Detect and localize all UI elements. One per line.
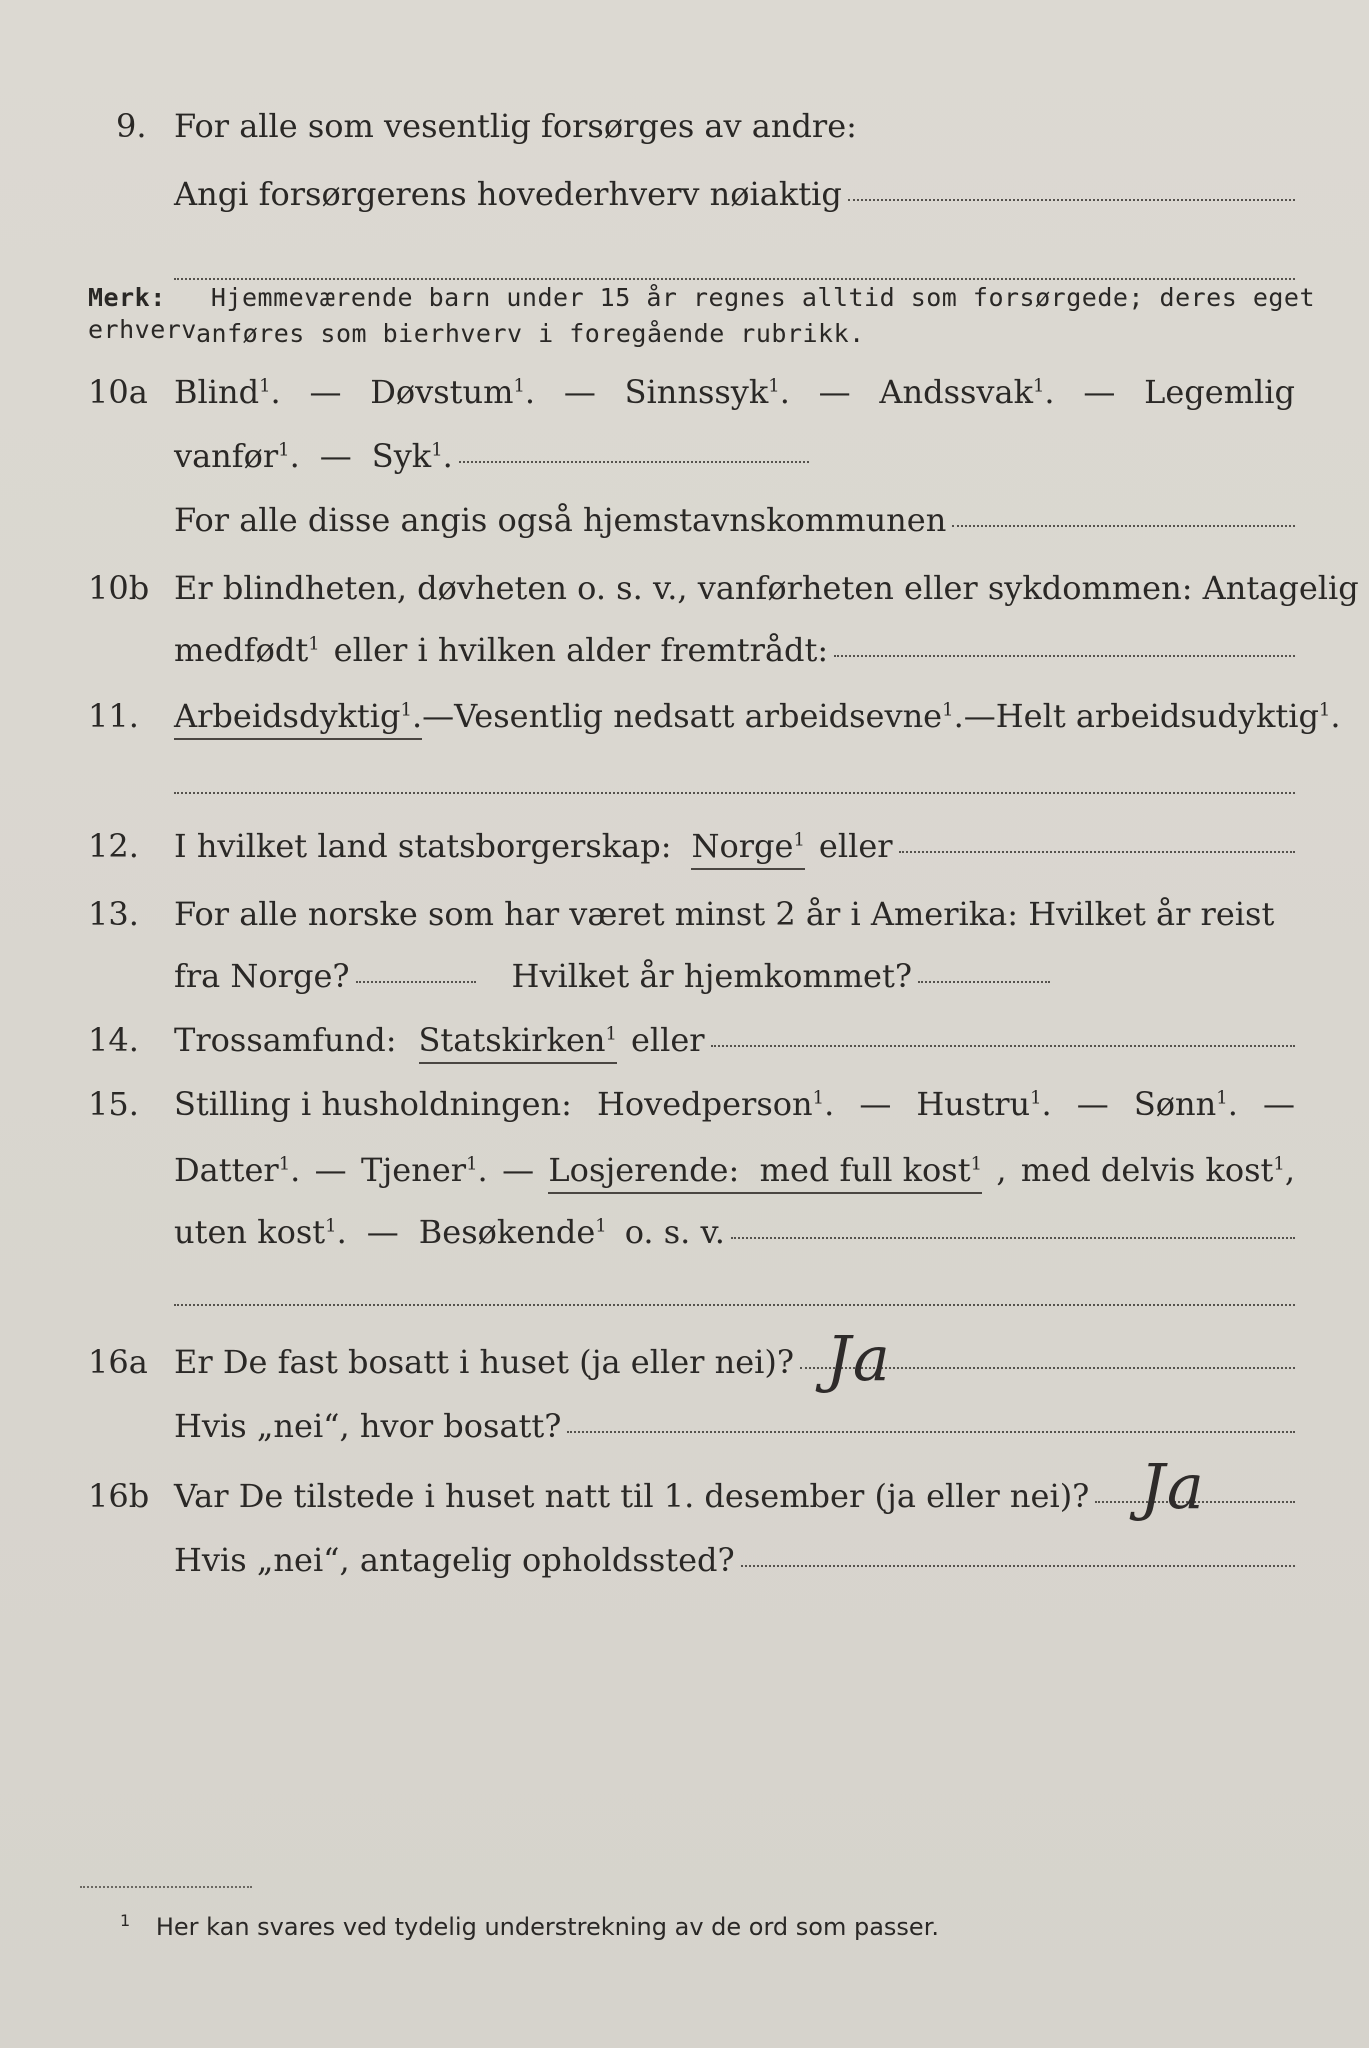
footnote-text: Her kan svares ved tydelig understrekning av de ord som passer.: [155, 1913, 939, 1941]
separator: —: [319, 437, 352, 475]
option-hustru: Hustru$^1$.: [916, 1085, 1052, 1123]
question-number: 10b: [88, 569, 150, 607]
option-arbeidsudyktig: Helt arbeidsudyktig$^1$.: [995, 697, 1341, 735]
option-osv: o. s. v.: [624, 1213, 725, 1251]
option-hovedperson: Hovedperson$^1$.: [596, 1085, 835, 1123]
note-text: Hjemmeværende barn under 15 år regnes alltid som forsørgede; deres eget erhverv: [88, 283, 1316, 344]
question-number: 16a: [88, 1343, 148, 1381]
question-text: Hvilket år hjemkommet?: [511, 957, 912, 995]
handwritten-answer-16a: Ja: [826, 1322, 892, 1395]
note-text: anføres som bierhverv i foregående rubrikk.: [196, 319, 865, 348]
separator: —: [309, 373, 342, 411]
answer-line[interactable]: [741, 1565, 1295, 1567]
separator: —: [1076, 1085, 1109, 1123]
question-text: Hvis „nei“, hvor bosatt?: [174, 1407, 562, 1445]
separator: —: [1262, 1085, 1295, 1123]
answer-line[interactable]: [711, 1045, 1295, 1047]
note-label: Merk:: [88, 283, 166, 312]
separator: —: [859, 1085, 892, 1123]
question-number: 11.: [88, 697, 139, 735]
question-text: For alle norske som har været minst 2 år i Amerika: Hvilket år reist: [174, 895, 1275, 933]
answer-line[interactable]: [899, 851, 1295, 853]
option-statskirken-underlined: Statskirken$^1$: [419, 1020, 617, 1064]
answer-line[interactable]: [848, 199, 1295, 201]
question-text: Angi forsørgerens hovederhverv nøiaktig: [174, 175, 842, 213]
answer-line-reist[interactable]: [356, 981, 476, 983]
option-legemlig: Legemlig: [1144, 373, 1295, 411]
answer-line[interactable]: [174, 792, 1295, 794]
separator: —: [366, 1213, 399, 1251]
answer-line[interactable]: [174, 1304, 1295, 1306]
answer-line[interactable]: [731, 1237, 1295, 1239]
option-delvis-kost: med delvis kost$^1$,: [1020, 1151, 1295, 1189]
question-text: Er blindheten, døvheten o. s. v., vanførheten eller sykdommen: Antagelig: [174, 569, 1359, 607]
answer-line[interactable]: [174, 278, 1295, 280]
footnote-rule: [80, 1886, 252, 1888]
question-number: 14.: [88, 1021, 139, 1059]
option-arbeidsdyktig-underlined: Arbeidsdyktig$^1$.: [174, 696, 422, 740]
option-sonn: Sønn$^1$.: [1133, 1085, 1238, 1123]
question-text: Trossamfund:: [174, 1021, 397, 1059]
question-text: For alle som vesentlig forsørges av andre:: [174, 107, 857, 145]
question-number: 13.: [88, 895, 139, 933]
option-norge-underlined: Norge$^1$: [691, 826, 804, 870]
separator: —: [502, 1151, 535, 1189]
option-medfodt: medfødt$^1$: [174, 631, 320, 669]
option-dovstum: Døvstum$^1$.: [370, 373, 536, 411]
separator: —: [422, 697, 455, 735]
answer-line[interactable]: [459, 461, 809, 463]
option-syk: Syk$^1$.: [371, 437, 453, 475]
option-besokende: Besøkende$^1$: [418, 1213, 607, 1251]
question-text: Stilling i husholdningen:: [174, 1085, 572, 1123]
question-number: 9.: [116, 107, 147, 145]
separator: —: [314, 1151, 347, 1189]
question-text: fra Norge?: [174, 957, 350, 995]
footnote-mark: 1: [120, 1911, 131, 1930]
footnote: [120, 1906, 939, 1942]
question-number: 16b: [88, 1477, 150, 1515]
option-eller: eller: [818, 827, 893, 865]
option-sinnssyk: Sinnssyk$^1$.: [624, 373, 790, 411]
option-uten-kost: uten kost$^1$.: [174, 1213, 347, 1251]
question-text: Er De fast bosatt i huset (ja eller nei)?: [174, 1343, 795, 1381]
option-datter: Datter$^1$.: [174, 1151, 301, 1189]
option-eller: eller: [630, 1021, 705, 1059]
handwritten-answer-16b: Ja: [1140, 1450, 1206, 1523]
question-text: eller i hvilken alder fremtrådt:: [333, 631, 829, 669]
option-blind: Blind$^1$.: [174, 373, 281, 411]
question-text: For alle disse angis også hjemstavnskommunen: [174, 501, 947, 539]
answer-line[interactable]: [834, 655, 1295, 657]
option-nedsatt-arbeidsevne: Vesentlig nedsatt arbeidsevne$^1$.: [454, 697, 964, 735]
answer-line[interactable]: [952, 525, 1295, 527]
question-number: 12.: [88, 827, 139, 865]
option-tjener: Tjener$^1$.: [361, 1151, 488, 1189]
option-losjerende-full-kost-underlined: Losjerende: med full kost$^1$: [548, 1150, 982, 1194]
question-number: 15.: [88, 1085, 139, 1123]
answer-line[interactable]: [567, 1431, 1295, 1433]
question-text: Hvis „nei“, antagelig opholdssted?: [174, 1541, 735, 1579]
separator: —: [818, 373, 851, 411]
separator: —: [563, 373, 596, 411]
option-andssvak: Andssvak$^1$.: [879, 373, 1055, 411]
note-merk-line-2: [196, 318, 865, 350]
question-text: I hvilket land statsborgerskap:: [174, 827, 672, 865]
separator: —: [963, 697, 996, 735]
census-form-page: 9. For alle som vesentlig forsørges av andre: Angi forsørgerens hovederhverv nøiaktig Merk: Hjemmeværende barn under 15 år regnes alltid som forsørgede; deres eget erhverv anføres som bierhverv i foregående rubrikk. 10a Blind$^1$. — Døvstum$^1$. — Sinnssyk$^1$. — Andssvak$^1$. — Legemlig vanfør$^1$. — Syk$^1$. For alle disse angis også hjemstavnskommunen 10b Er blindheten, døvheten o. s. v., vanførheten eller sykdommen: Antagelig medfødt$^1$ eller i hvilken alder fremtrådt: 11. Arbeidsdyktig$^1$. — Vesentlig nedsatt arbeidsevne$^1$. — Helt arbeidsudyktig$^1$. 12. I hvilket land statsborgerskap: Norge$^1$ eller 13. For alle norske som har været minst 2 år i Amerika: Hvilket år reist fra Norge? Hvilket år hjemkommet? 14. Trossamfund: Statskirken$^1$ eller 15. Stilling i husholdningen: Hovedperson$^1$. — Hustru$^1$. — Sønn$^1$. — Datter$^1$. — Tjener$^1$. — Losjerende: med full kost$^1$ , med delvis kost$^1$, uten kost$^1$. — Besøkende$^1$ o. s. v. 16a Er De fast bosatt i huset (ja eller nei)? Ja Hvis „nei“, hvor bosatt? 16b Var De tilstede i huset natt til 1. desember (ja eller nei)? Ja Hvis „nei“, antagelig opholdssted? $^1$ Her kan svares ved tydelig understrekning av de ord som passer.: [0, 0, 1369, 2048]
answer-line-hjemkommet[interactable]: [918, 981, 1050, 983]
option-vanfor: vanfør$^1$.: [174, 437, 300, 475]
question-number: 10a: [88, 373, 148, 411]
question-text: Var De tilstede i huset natt til 1. desember (ja eller nei)?: [174, 1477, 1090, 1515]
separator: —: [1083, 373, 1116, 411]
